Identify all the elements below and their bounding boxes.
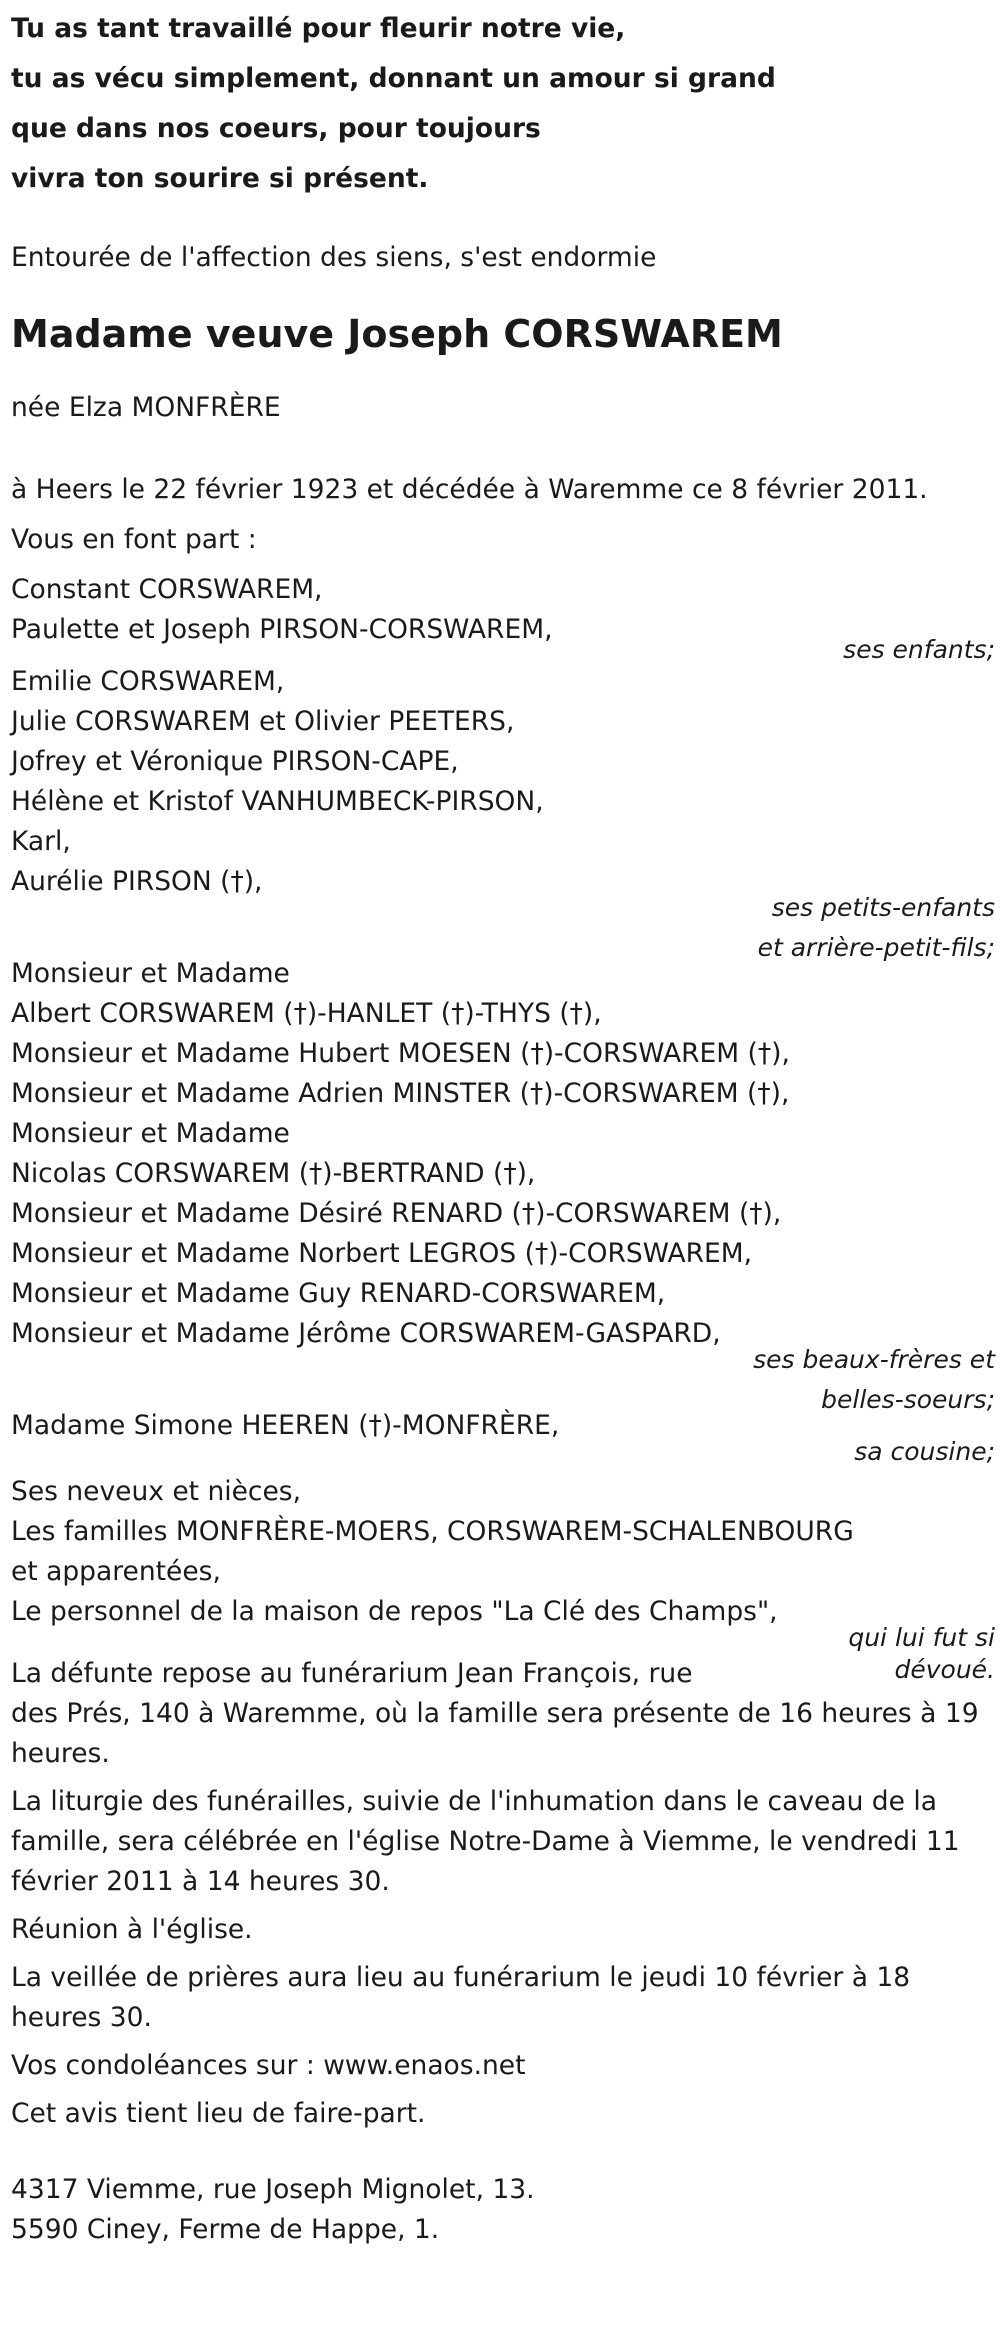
paragraph-line: La veillée de prières aura lieu au funérarium le jeudi 10 février à 18 bbox=[11, 1962, 911, 1993]
address-line: 4317 Viemme, rue Joseph Mignolet, 13. bbox=[11, 2174, 535, 2205]
in-laws-group bbox=[11, 954, 997, 1420]
family-line: Nicolas CORSWAREM (†)-BERTRAND (†), bbox=[11, 1158, 536, 1189]
grandchildren-group bbox=[11, 662, 997, 968]
paragraph-line: heures. bbox=[11, 1738, 110, 1769]
family-line: Constant CORSWAREM, bbox=[11, 574, 323, 605]
family-line: Monsieur et Madame Hubert MOESEN (†)-CORSWAREM (†), bbox=[11, 1038, 790, 1069]
paragraph-notice: Cet avis tient lieu de faire-part. bbox=[11, 2098, 426, 2129]
announce-text: Vous en font part : bbox=[11, 524, 257, 555]
address-line: 5590 Ciney, Ferme de Happe, 1. bbox=[11, 2214, 440, 2245]
family-line: Monsieur et Madame Jérôme CORSWAREM-GASPARD, bbox=[11, 1318, 721, 1349]
family-line: Monsieur et Madame Guy RENARD-CORSWAREM, bbox=[11, 1278, 666, 1309]
family-line: Les familles MONFRÈRE-MOERS, CORSWAREM-SCHALENBOURG bbox=[11, 1516, 854, 1547]
family-line: Karl, bbox=[11, 826, 71, 857]
family-line: Monsieur et Madame bbox=[11, 958, 290, 989]
obituary-notice bbox=[11, 4, 997, 2250]
paragraph-line: février 2011 à 14 heures 30. bbox=[11, 1866, 390, 1897]
poem-line: que dans nos coeurs, pour toujours bbox=[11, 113, 541, 144]
paragraph-line: La défunte repose au funérarium Jean François, rue bbox=[11, 1658, 693, 1689]
relation-label: et arrière-petit-fils; bbox=[757, 933, 995, 962]
family-line: Ses neveux et nièces, bbox=[11, 1476, 302, 1507]
family-line: Paulette et Joseph PIRSON-CORSWAREM, bbox=[11, 614, 553, 645]
children-group bbox=[11, 570, 997, 670]
relation-label: ses enfants; bbox=[843, 635, 995, 664]
family-line: Emilie CORSWAREM, bbox=[11, 666, 285, 697]
relation-label: belles-soeurs; bbox=[821, 1385, 995, 1414]
paragraph-line: des Prés, 140 à Waremme, où la famille sera présente de 16 heures à 19 bbox=[11, 1698, 979, 1729]
relation-label: ses beaux-frères et bbox=[753, 1345, 995, 1374]
relation-label: sa cousine; bbox=[854, 1437, 995, 1466]
family-line: Aurélie PIRSON (†), bbox=[11, 866, 263, 897]
maiden-name: née Elza MONFRÈRE bbox=[11, 392, 281, 423]
relation-label: ses petits-enfants bbox=[771, 893, 995, 922]
birth-death-text: à Heers le 22 février 1923 et décédée à Waremme ce 8 février 2011. bbox=[11, 474, 928, 505]
others-group bbox=[11, 1472, 997, 1690]
family-line: Hélène et Kristof VANHUMBECK-PIRSON, bbox=[11, 786, 544, 817]
deceased-name: Madame veuve Joseph CORSWAREM bbox=[11, 312, 783, 356]
paragraph-vigil bbox=[11, 1958, 997, 2038]
family-line: Monsieur et Madame Adrien MINSTER (†)-CORSWAREM (†), bbox=[11, 1078, 790, 1109]
family-line: Monsieur et Madame bbox=[11, 1118, 290, 1149]
addresses bbox=[11, 2170, 997, 2250]
family-line: Monsieur et Madame Désiré RENARD (†)-CORSWAREM (†), bbox=[11, 1198, 782, 1229]
family-line: Jofrey et Véronique PIRSON-CAPE, bbox=[11, 746, 459, 777]
poem-line: Tu as tant travaillé pour fleurir notre vie, bbox=[11, 13, 626, 44]
poem bbox=[11, 4, 997, 204]
paragraph-line: heures 30. bbox=[11, 2002, 152, 2033]
relation-label: dévoué. bbox=[894, 1655, 995, 1684]
poem-line: vivra ton sourire si présent. bbox=[11, 163, 429, 194]
paragraph-reunion: Réunion à l'église. bbox=[11, 1914, 253, 1945]
family-line: et apparentées, bbox=[11, 1556, 221, 1587]
family-line: Albert CORSWAREM (†)-HANLET (†)-THYS (†), bbox=[11, 998, 602, 1029]
family-line: Le personnel de la maison de repos "La Clé des Champs", bbox=[11, 1596, 778, 1627]
paragraph-liturgy bbox=[11, 1782, 997, 1902]
paragraph-condolences: Vos condoléances sur : www.enaos.net bbox=[11, 2050, 526, 2081]
poem-line: tu as vécu simplement, donnant un amour si grand bbox=[11, 63, 776, 94]
intro-text: Entourée de l'affection des siens, s'est endormie bbox=[11, 242, 657, 273]
relation-label: qui lui fut si bbox=[848, 1623, 995, 1652]
funeral-details bbox=[11, 1654, 997, 2134]
cousin-group bbox=[11, 1406, 997, 1472]
paragraph-line: La liturgie des funérailles, suivie de l'inhumation dans le caveau de la bbox=[11, 1786, 937, 1817]
family-line: Madame Simone HEEREN (†)-MONFRÈRE, bbox=[11, 1410, 560, 1441]
family-line: Monsieur et Madame Norbert LEGROS (†)-CORSWAREM, bbox=[11, 1238, 753, 1269]
family-line: Julie CORSWAREM et Olivier PEETERS, bbox=[11, 706, 515, 737]
paragraph-line: famille, sera célébrée en l'église Notre-Dame à Viemme, le vendredi 11 bbox=[11, 1826, 960, 1857]
